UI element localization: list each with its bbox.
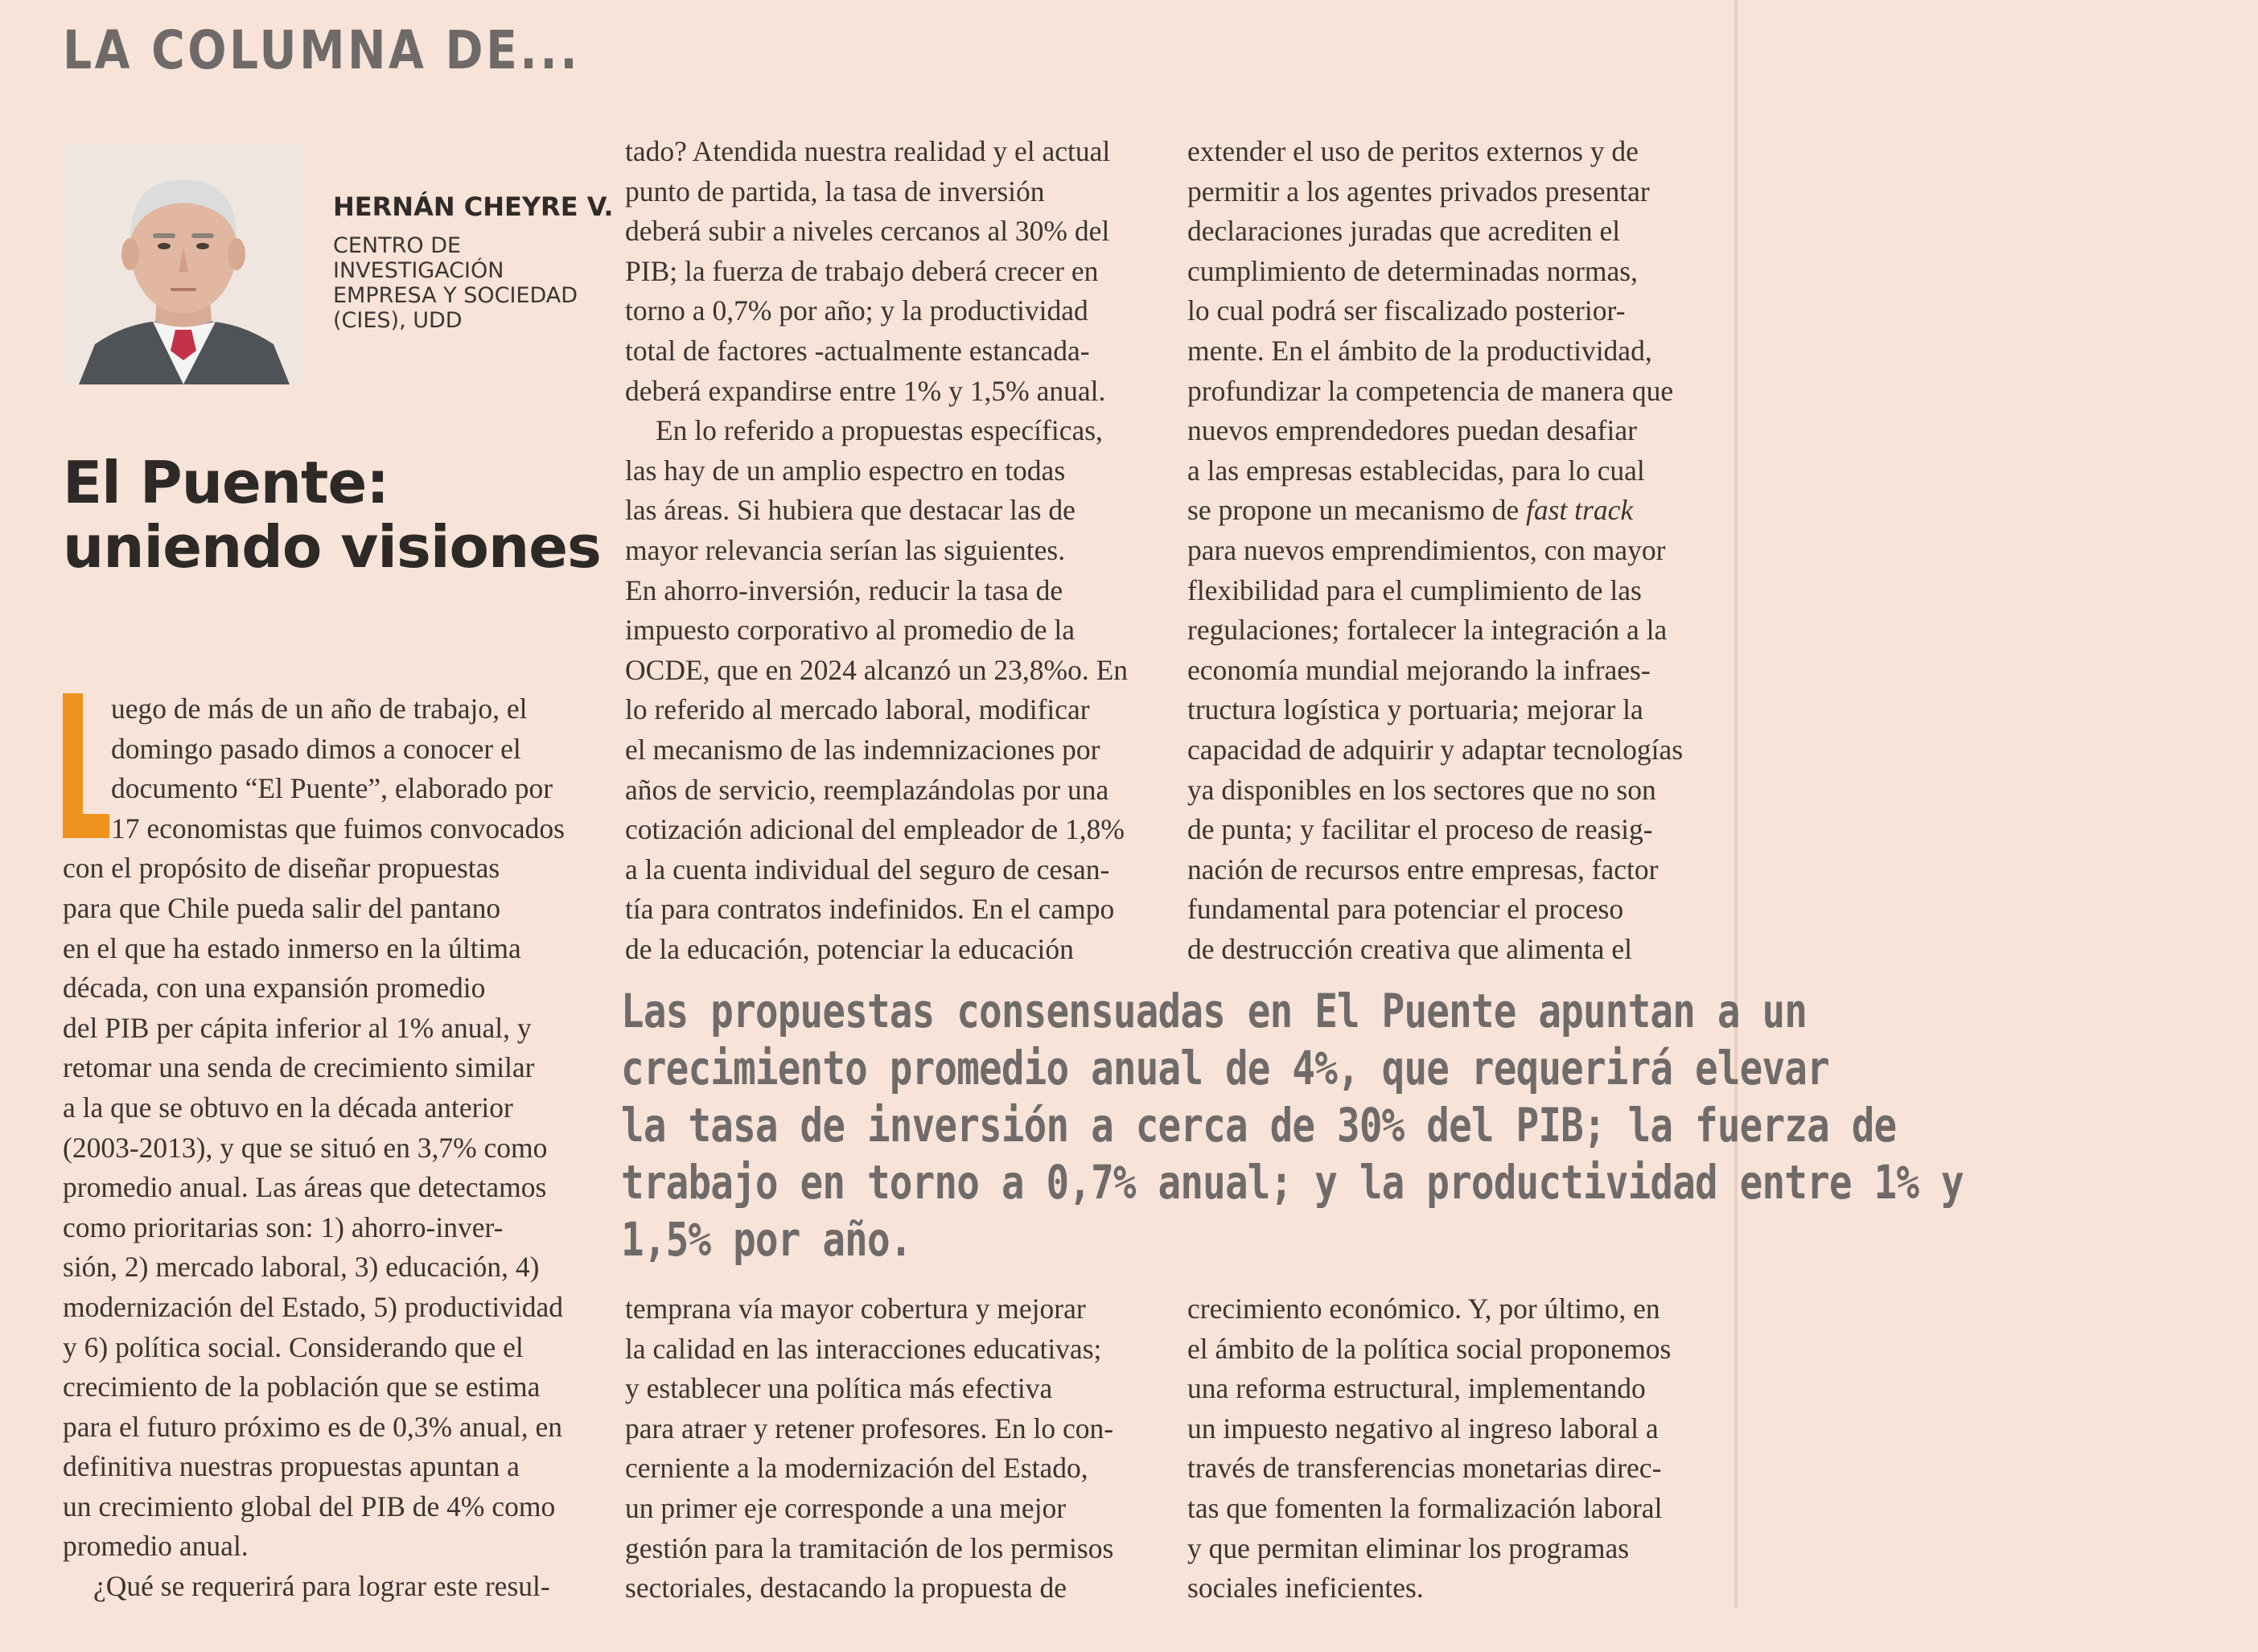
text-segment: se propone un mecanismo de [1187, 494, 1526, 527]
text-line: uego de más de un año de trabajo, el [111, 692, 528, 725]
text-line: un primer eje corresponde a una mejor [625, 1491, 1067, 1524]
text-line: las hay de un amplio espectro en todas [625, 454, 1066, 487]
text-line: nuevos emprendedores puedan desafiar [1187, 414, 1637, 447]
text-line: regulaciones; fortalecer la integración a la [1187, 614, 1668, 647]
author-name: HERNÁN CHEYRE V. [333, 191, 614, 222]
text-line: de la educación, potenciar la educación [625, 932, 1074, 965]
text-line: 17 economistas que fuimos convocados [111, 812, 565, 844]
text-line: en el que ha estado inmerso en la última [63, 931, 521, 964]
text-line: para nuevos emprendimientos, con mayor [1187, 533, 1666, 566]
text-line: tructura logística y portuaria; mejorar la [1187, 693, 1643, 726]
text-line: (2003-2013), y que se situó en 3,7% como [63, 1131, 548, 1164]
column-2-top [625, 132, 1156, 969]
affiliation-line: EMPRESA Y SOCIEDAD [333, 283, 578, 308]
author-portrait [63, 143, 304, 384]
text-line: para el futuro próximo es de 0,3% anual, en [63, 1410, 563, 1443]
author-affiliation [333, 233, 590, 333]
text-line: deberá subir a niveles cercanos al 30% del [625, 215, 1110, 248]
text-line: sectoriales, destacando la propuesta de [625, 1572, 1067, 1605]
text-line: capacidad de adquirir y adaptar tecnologías [1187, 733, 1684, 766]
text-line: del PIB per cápita inferior al 1% anual, y [63, 1011, 532, 1044]
section-label: LA COLUMNA DE... [63, 19, 581, 81]
text-line: a la que se obtuvo en la década anterior [63, 1091, 513, 1124]
text-line: lo cual podrá ser fiscalizado posterior- [1187, 294, 1626, 327]
column-1 [63, 689, 594, 1607]
text-line: a las empresas establecidas, para lo cual [1187, 454, 1645, 487]
text-line: ¿Qué se requerirá para lograr este resul- [93, 1570, 550, 1603]
text-line: nación de recursos entre empresas, factor [1187, 853, 1659, 886]
text-line: sión, 2) mercado laboral, 3) educación, 4) [63, 1251, 540, 1284]
affiliation-line: CENTRO DE [333, 233, 462, 258]
text-line: deberá expandirse entre 1% y 1,5% anual. [625, 374, 1106, 407]
text-line: cerniente a la modernización del Estado, [625, 1452, 1088, 1485]
text-line-with-italic [1187, 491, 1726, 531]
text-line: profundizar la competencia de manera que [1187, 374, 1674, 407]
text-line: través de transferencias monetarias direc- [1187, 1452, 1662, 1485]
headline-line: uniendo visiones [63, 513, 601, 581]
text-line: el ámbito de la política social proponemos [1187, 1332, 1672, 1365]
text-line: tas que fomenten la formalización laboral [1187, 1491, 1663, 1524]
italic-term: fast track [1525, 494, 1634, 527]
column-3-top [1187, 132, 1726, 969]
page-edge-rule [1734, 0, 1738, 1609]
text-line: mayor relevancia serían las siguientes. [625, 533, 1066, 566]
pull-quote-line: trabajo en torno a 0,7% anual; y la productividad entre 1% y [621, 1155, 1964, 1210]
text-line: como prioritarias son: 1) ahorro-inver- [63, 1210, 504, 1243]
pull-quote-line: la tasa de inversión a cerca de 30% del PIB; la fuerza de [621, 1098, 1897, 1153]
text-line: de destrucción creativa que alimenta el [1187, 932, 1632, 965]
text-line: crecimiento económico. Y, por último, en [1187, 1292, 1660, 1325]
text-line: lo referido al mercado laboral, modificar [625, 693, 1090, 726]
text-line: sociales ineficientes. [1187, 1572, 1424, 1605]
text-line: definitiva nuestras propuestas apuntan a [63, 1450, 520, 1483]
text-line: economía mundial mejorando la infraes- [1187, 653, 1651, 686]
text-line: y establecer una política más efectiva [625, 1372, 1053, 1405]
text-line: extender el uso de peritos externos y de [1187, 135, 1639, 167]
text-line: retomar una senda de crecimiento similar [63, 1051, 535, 1084]
text-line: cotización adicional del empleador de 1,8% [625, 813, 1125, 846]
text-line: fundamental para potenciar el proceso [1187, 893, 1624, 926]
text-line: años de servicio, reemplazándolas por una [625, 773, 1109, 806]
text-line: torno a 0,7% por año; y la productividad [625, 294, 1088, 327]
text-line: En lo referido a propuestas específicas, [656, 414, 1103, 447]
pull-quote-line: 1,5% por año. [621, 1212, 912, 1267]
text-line: y que permitan eliminar los programas [1187, 1531, 1630, 1564]
text-line: década, con una expansión promedio [63, 972, 486, 1005]
text-line: mente. En el ámbito de la productividad, [1187, 334, 1652, 367]
text-line: para que Chile pueda salir del pantano [63, 891, 501, 924]
text-line: OCDE, que en 2024 alcanzó un 23,8%o. En [625, 653, 1129, 686]
text-line: de punta; y facilitar el proceso de reasig- [1187, 813, 1653, 846]
column-3-bottom [1187, 1289, 1726, 1609]
affiliation-line: INVESTIGACIÓN [333, 258, 504, 283]
text-line: para atraer y retener profesores. En lo con- [625, 1412, 1114, 1444]
text-line: tía para contratos indefinidos. En el campo [625, 893, 1115, 926]
text-line: crecimiento de la población que se estima [63, 1371, 541, 1403]
column-2-bottom [625, 1289, 1156, 1609]
text-line: declaraciones juradas que acrediten el [1187, 215, 1621, 248]
text-line: cumplimiento de determinadas normas, [1187, 254, 1638, 287]
text-line: domingo pasado dimos a conocer el [111, 732, 521, 765]
article-headline [63, 450, 601, 579]
pull-quote-line: Las propuestas consensuadas en El Puente apuntan a un [621, 984, 1808, 1038]
text-line: En ahorro-inversión, reducir la tasa de [625, 573, 1063, 606]
author-photo-illustration [63, 143, 304, 384]
text-line: PIB; la fuerza de trabajo deberá crecer en [625, 254, 1099, 287]
text-line: documento “El Puente”, elaborado por [111, 772, 553, 805]
text-line: promedio anual. Las áreas que detectamos [63, 1171, 547, 1204]
text-line: las áreas. Si hubiera que destacar las de [625, 494, 1076, 527]
text-line: a la cuenta individual del seguro de cesan- [625, 853, 1110, 886]
text-line: modernización del Estado, 5) productividad [63, 1290, 564, 1323]
text-line: el mecanismo de las indemnizaciones por [625, 733, 1100, 766]
text-line: flexibilidad para el cumplimiento de las [1187, 573, 1642, 606]
text-line: tado? Atendida nuestra realidad y el actual [625, 135, 1111, 167]
pull-quote [621, 983, 2258, 1268]
text-line: ya disponibles en los sectores que no son [1187, 773, 1656, 806]
text-line: con el propósito de diseñar propuestas [63, 852, 500, 885]
text-line: una reforma estructural, implementando [1187, 1372, 1646, 1405]
text-line: promedio anual. [63, 1530, 249, 1563]
text-line: temprana vía mayor cobertura y mejorar [625, 1292, 1086, 1325]
text-line: impuesto corporativo al promedio de la [625, 614, 1075, 647]
text-line: un impuesto negativo al ingreso laboral a [1187, 1412, 1659, 1444]
text-line: y 6) política social. Considerando que el [63, 1330, 524, 1363]
headline-line: El Puente: [63, 449, 389, 516]
text-line: total de factores -actualmente estancada- [625, 334, 1090, 367]
text-line: punto de partida, la tasa de inversión [625, 175, 1045, 208]
text-line: gestión para la tramitación de los permisos [625, 1531, 1114, 1564]
pull-quote-line: crecimiento promedio anual de 4%, que requerirá elevar [621, 1041, 1829, 1095]
text-line: un crecimiento global del PIB de 4% como [63, 1490, 556, 1523]
text-line: la calidad en las interacciones educativas; [625, 1332, 1102, 1365]
text-line: permitir a los agentes privados presentar [1187, 175, 1650, 208]
affiliation-line: (CIES), UDD [333, 308, 463, 333]
